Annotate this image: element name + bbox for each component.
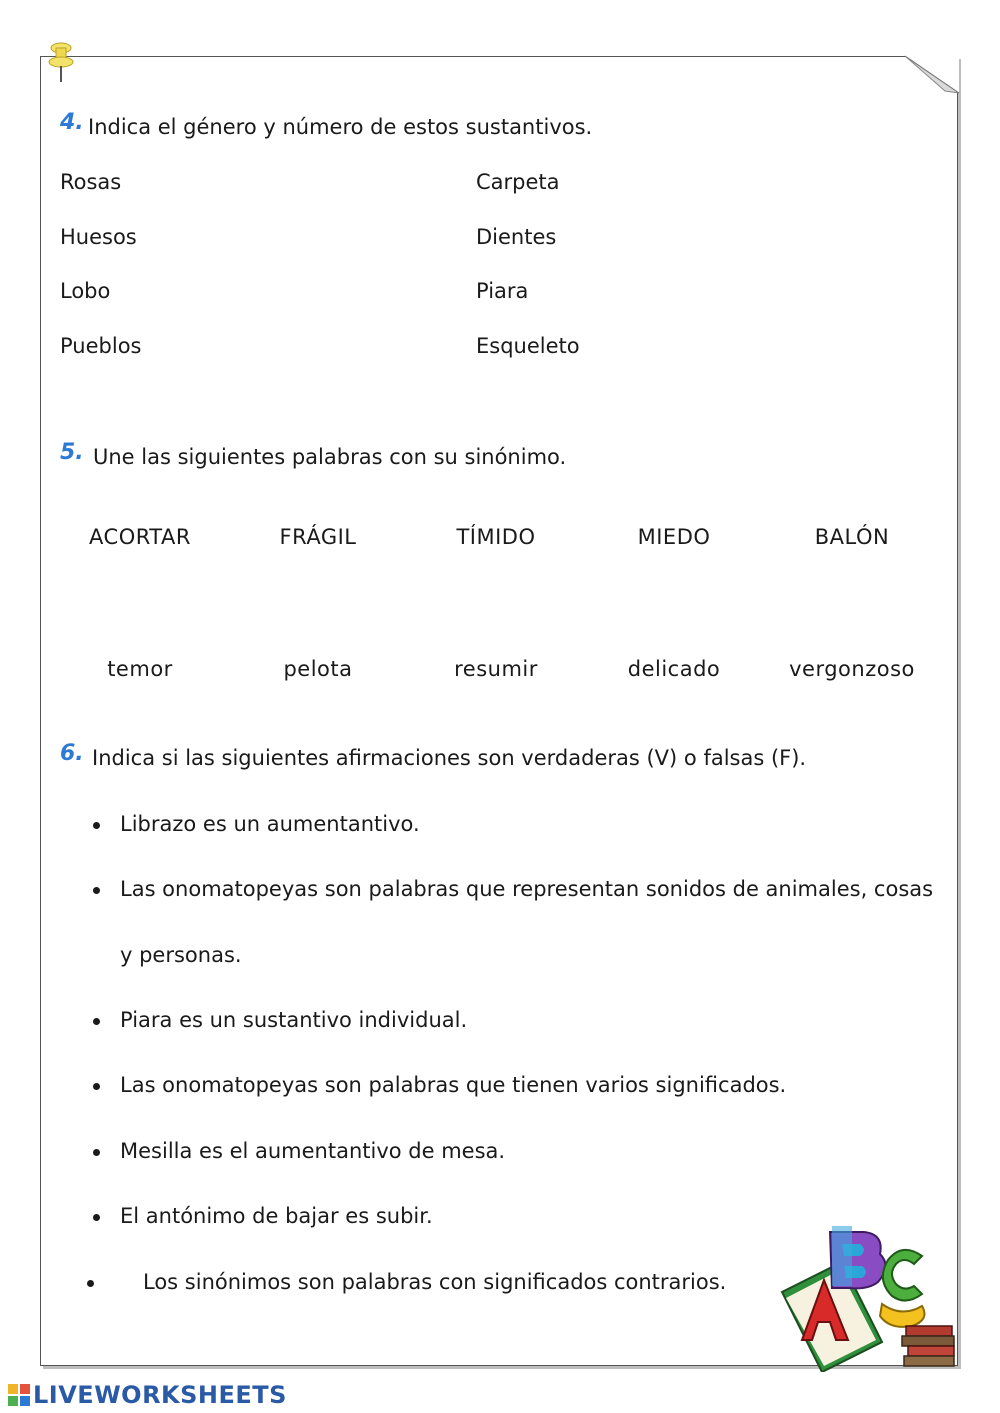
q4-prompt: Indica el género y número de estos sustantivos. — [88, 115, 593, 139]
statement-item[interactable]: Piara es un sustantivo individual. — [120, 1008, 468, 1032]
push-pin-icon — [44, 38, 80, 88]
statement-item[interactable]: Las onomatopeyas son palabras que tienen varios significados. — [120, 1073, 787, 1097]
q4-number: 4. — [60, 110, 84, 135]
synonym-source-word[interactable]: MIEDO — [637, 525, 711, 549]
synonym-target-word[interactable]: delicado — [627, 657, 721, 681]
q4-word: Huesos — [60, 225, 137, 249]
q4-word: Rosas — [60, 170, 122, 194]
synonym-target-word[interactable]: vergonzoso — [789, 657, 915, 681]
bullet-dot — [87, 1280, 94, 1287]
q4-word: Dientes — [476, 225, 557, 249]
q6-prompt: Indica si las siguientes afirmaciones son verdaderas (V) o falsas (F). — [92, 746, 807, 770]
statement-item[interactable]: Los sinónimos son palabras con significados contrarios. — [143, 1270, 727, 1294]
statement-item-continuation: y personas. — [120, 943, 242, 967]
q4-word: Carpeta — [476, 170, 560, 194]
synonym-source-word[interactable]: TÍMIDO — [456, 525, 536, 549]
synonym-target-word[interactable]: pelota — [283, 657, 353, 681]
q4-word: Pueblos — [60, 334, 142, 358]
statement-item[interactable]: Las onomatopeyas son palabras que representan sonidos de animales, cosas — [120, 877, 934, 901]
abc-books-clipart-icon — [772, 1222, 962, 1372]
bullet-dot — [93, 1214, 100, 1221]
synonym-source-word[interactable]: BALÓN — [814, 525, 890, 549]
statement-item[interactable]: Librazo es un aumentantivo. — [120, 812, 420, 836]
worksheet-page — [40, 56, 958, 1366]
synonym-target-word[interactable]: resumir — [454, 657, 538, 681]
statement-item[interactable]: Mesilla es el aumentantivo de mesa. — [120, 1139, 506, 1163]
liveworksheets-logo — [8, 1380, 287, 1410]
q4-word: Lobo — [60, 279, 111, 303]
q4-word: Esqueleto — [476, 334, 580, 358]
statement-item[interactable]: El antónimo de bajar es subir. — [120, 1204, 433, 1228]
bullet-dot — [93, 1018, 100, 1025]
q6-number: 6. — [60, 741, 84, 766]
bullet-dot — [93, 1083, 100, 1090]
brand-name: LIVEWORKSHEETS — [33, 1381, 287, 1409]
synonym-source-word[interactable]: ACORTAR — [89, 525, 191, 549]
page-curl-icon — [905, 55, 961, 95]
q4-word: Piara — [476, 279, 529, 303]
liveworksheets-logo-icon — [8, 1384, 30, 1406]
bullet-dot — [93, 822, 100, 829]
bullet-dot — [93, 1149, 100, 1156]
q5-number: 5. — [60, 440, 84, 465]
bullet-dot — [93, 887, 100, 894]
synonym-source-word[interactable]: FRÁGIL — [279, 525, 357, 549]
q5-prompt: Une las siguientes palabras con su sinónimo. — [93, 445, 567, 469]
synonym-target-word[interactable]: temor — [107, 657, 173, 681]
